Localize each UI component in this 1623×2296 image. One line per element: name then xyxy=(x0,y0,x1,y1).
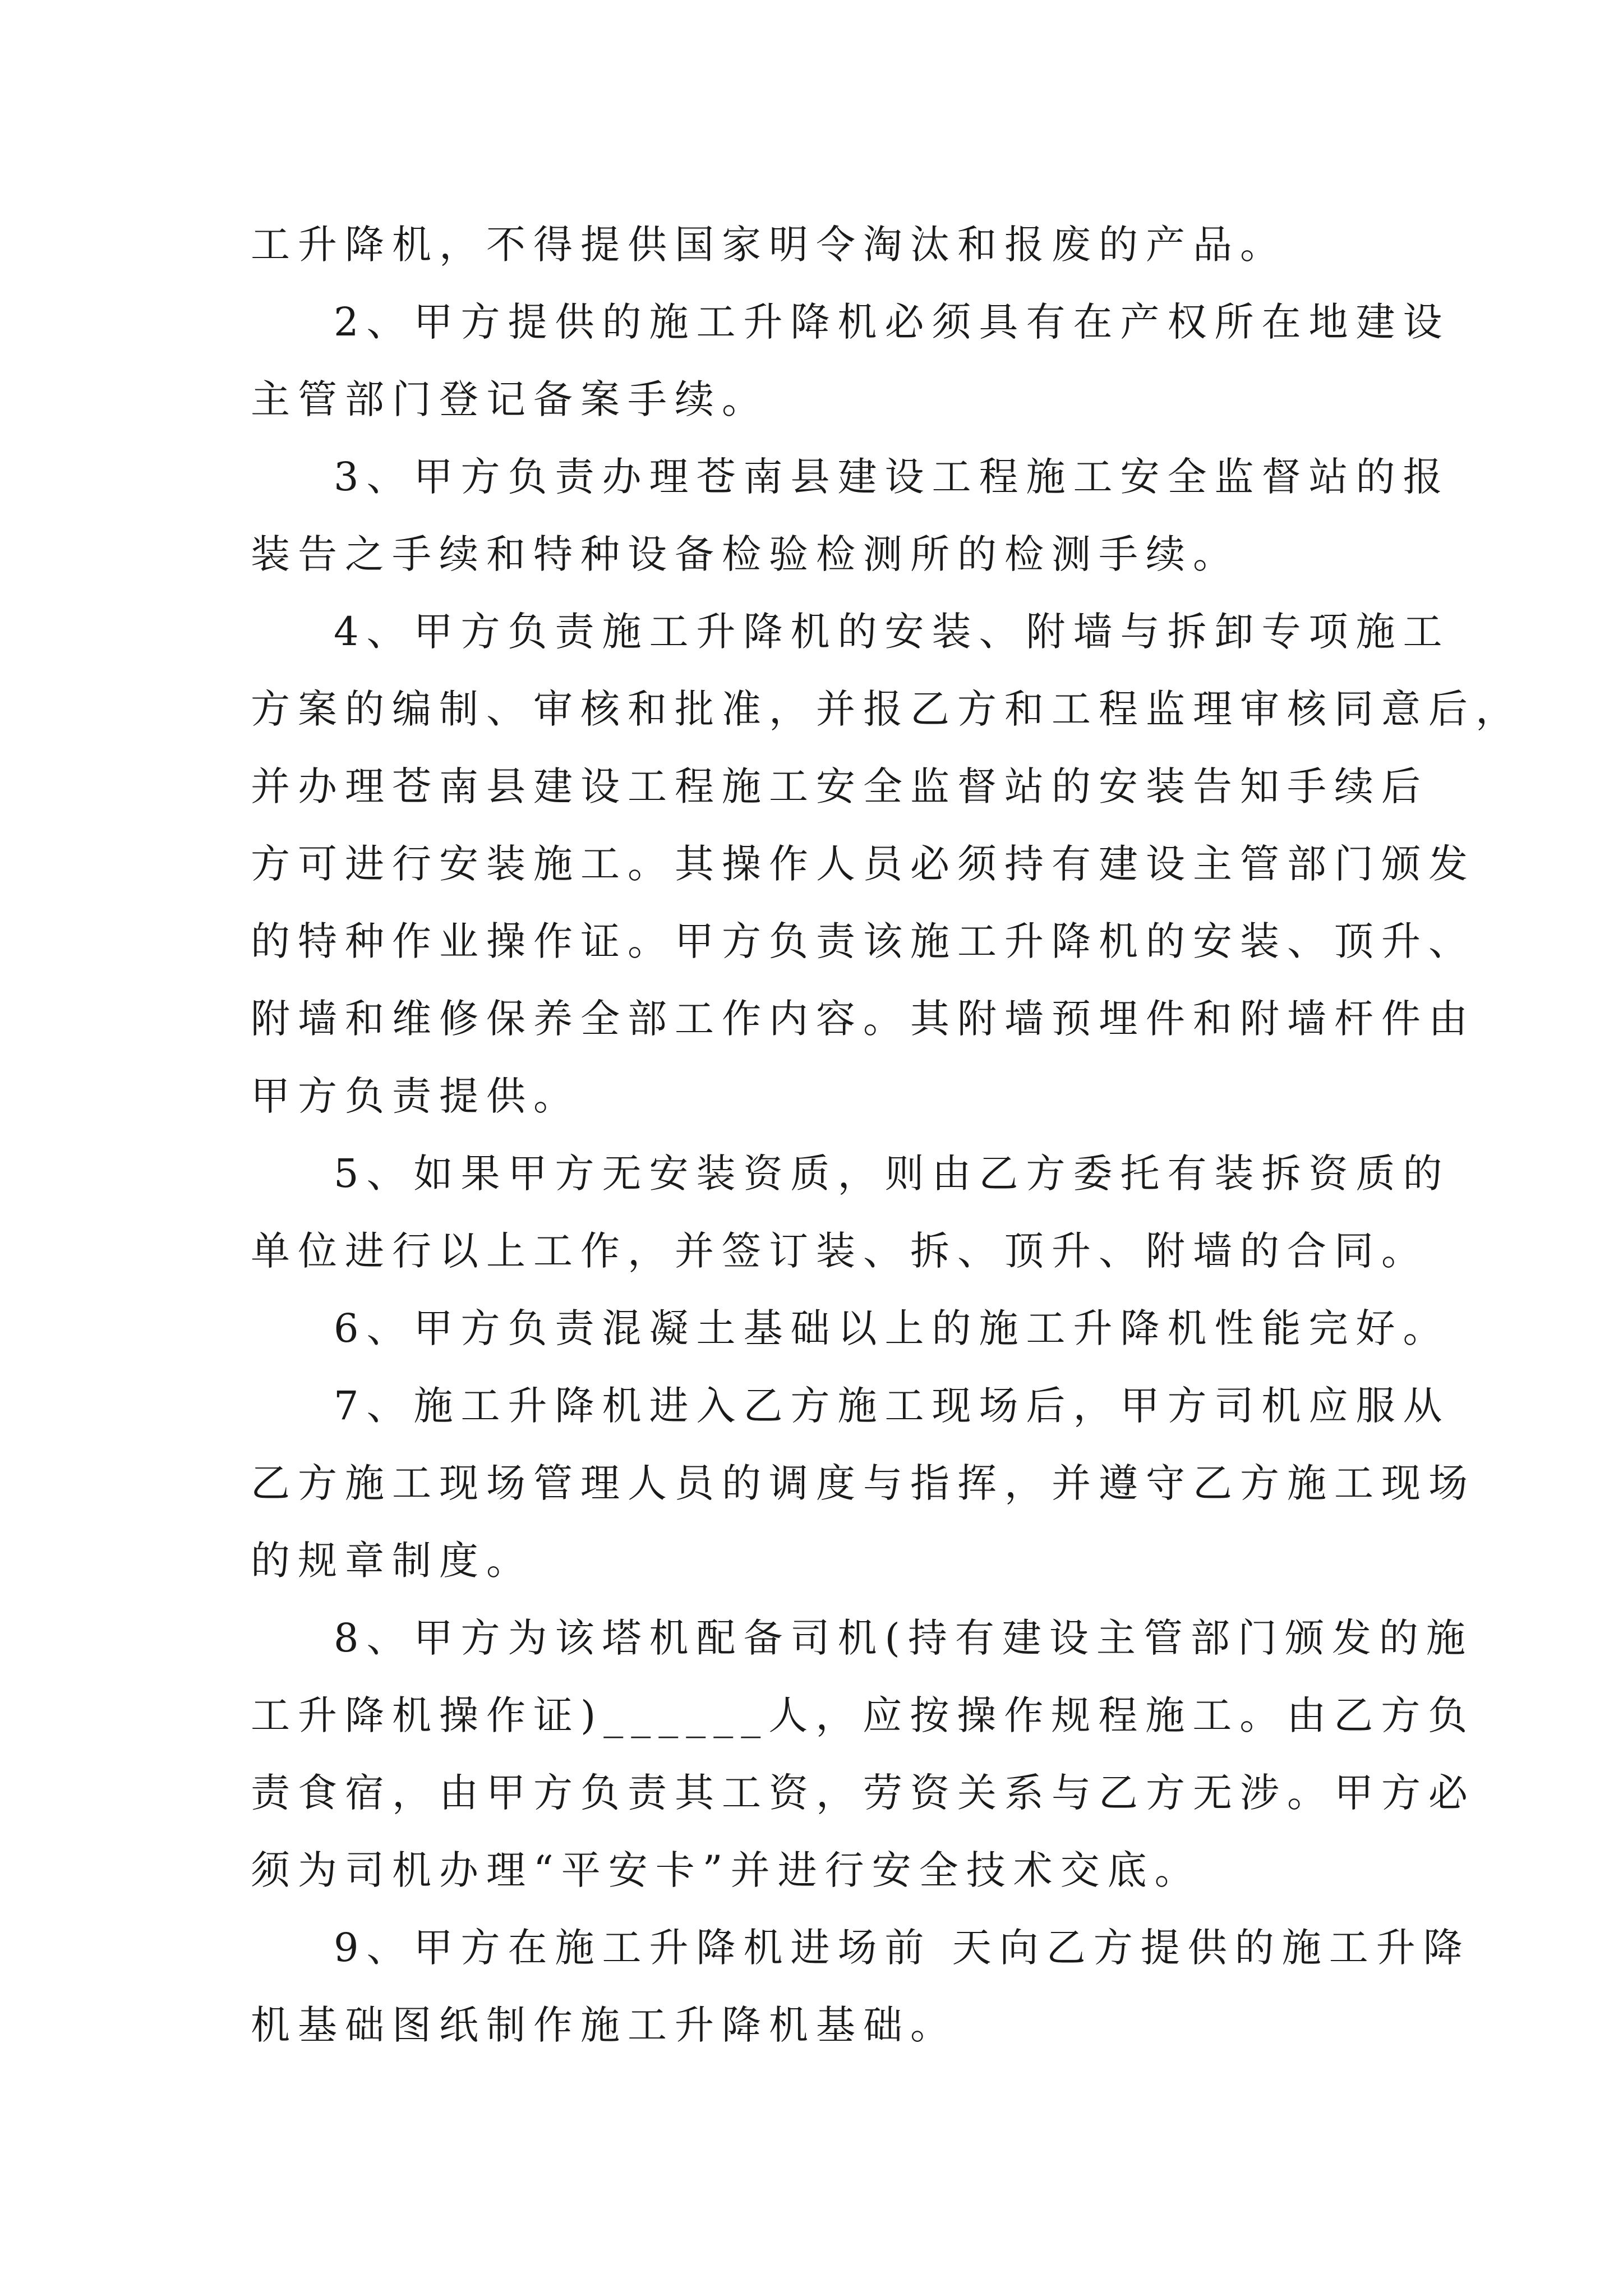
clause-7-line: 7、施工升降机进入乙方施工现场后，甲方司机应服从 xyxy=(334,1383,1450,1429)
text-line: 方案的编制、审核和批准，并报乙方和工程监理审核同意后， xyxy=(251,686,1523,732)
document-body xyxy=(251,206,1523,2064)
text-line: 须为司机办理“平安卡”并进行安全技术交底。 xyxy=(251,1847,1202,1893)
text-line: 工升降机操作证)______人，应按操作规程施工。由乙方负 xyxy=(251,1692,1476,1738)
text-line: 甲方负责提供。 xyxy=(251,1073,580,1119)
text-line: 主管部门登记备案手续。 xyxy=(251,376,769,422)
text-line: 乙方施工现场管理人员的调度与指挥，并遵守乙方施工现场 xyxy=(251,1460,1476,1506)
text-line: 附墙和维修保养全部工作内容。其附墙预埋件和附墙杆件由 xyxy=(251,996,1476,1042)
text-line: 方可进行安装施工。其操作人员必须持有建设主管部门颁发 xyxy=(251,841,1476,887)
text-line: 的特种作业操作证。甲方负责该施工升降机的安装、顶升、 xyxy=(251,918,1476,964)
clause-6-line: 6、甲方负责混凝土基础以上的施工升降机性能完好。 xyxy=(334,1305,1450,1351)
text-line: 工升降机，不得提供国家明令淘汰和报废的产品。 xyxy=(251,222,1287,268)
text-line: 装告之手续和特种设备检验检测所的检测手续。 xyxy=(251,531,1240,577)
text-line: 机基础图纸制作施工升降机基础。 xyxy=(251,2002,957,2048)
text-line: 的规章制度。 xyxy=(251,1538,533,1584)
text-line: 责食宿，由甲方负责其工资，劳资关系与乙方无涉。甲方必 xyxy=(251,1770,1476,1816)
clause-4-line: 4、甲方负责施工升降机的安装、附墙与拆卸专项施工 xyxy=(334,609,1450,655)
clause-8-line: 8、甲方为该塔机配备司机(持有建设主管部门颁发的施 xyxy=(334,1615,1473,1661)
clause-5-line: 5、如果甲方无安装资质，则由乙方委托有装拆资质的 xyxy=(334,1151,1450,1197)
clause-3-line: 3、甲方负责办理苍南县建设工程施工安全监督站的报 xyxy=(334,454,1450,500)
clause-2-line: 2、甲方提供的施工升降机必须具有在产权所在地建设 xyxy=(334,299,1450,345)
text-line: 单位进行以上工作，并签订装、拆、顶升、附墙的合同。 xyxy=(251,1228,1428,1274)
clause-9-line: 9、甲方在施工升降机进场前 天向乙方提供的施工升降 xyxy=(334,1925,1470,1971)
text-line: 并办理苍南县建设工程施工安全监督站的安装告知手续后 xyxy=(251,763,1428,809)
